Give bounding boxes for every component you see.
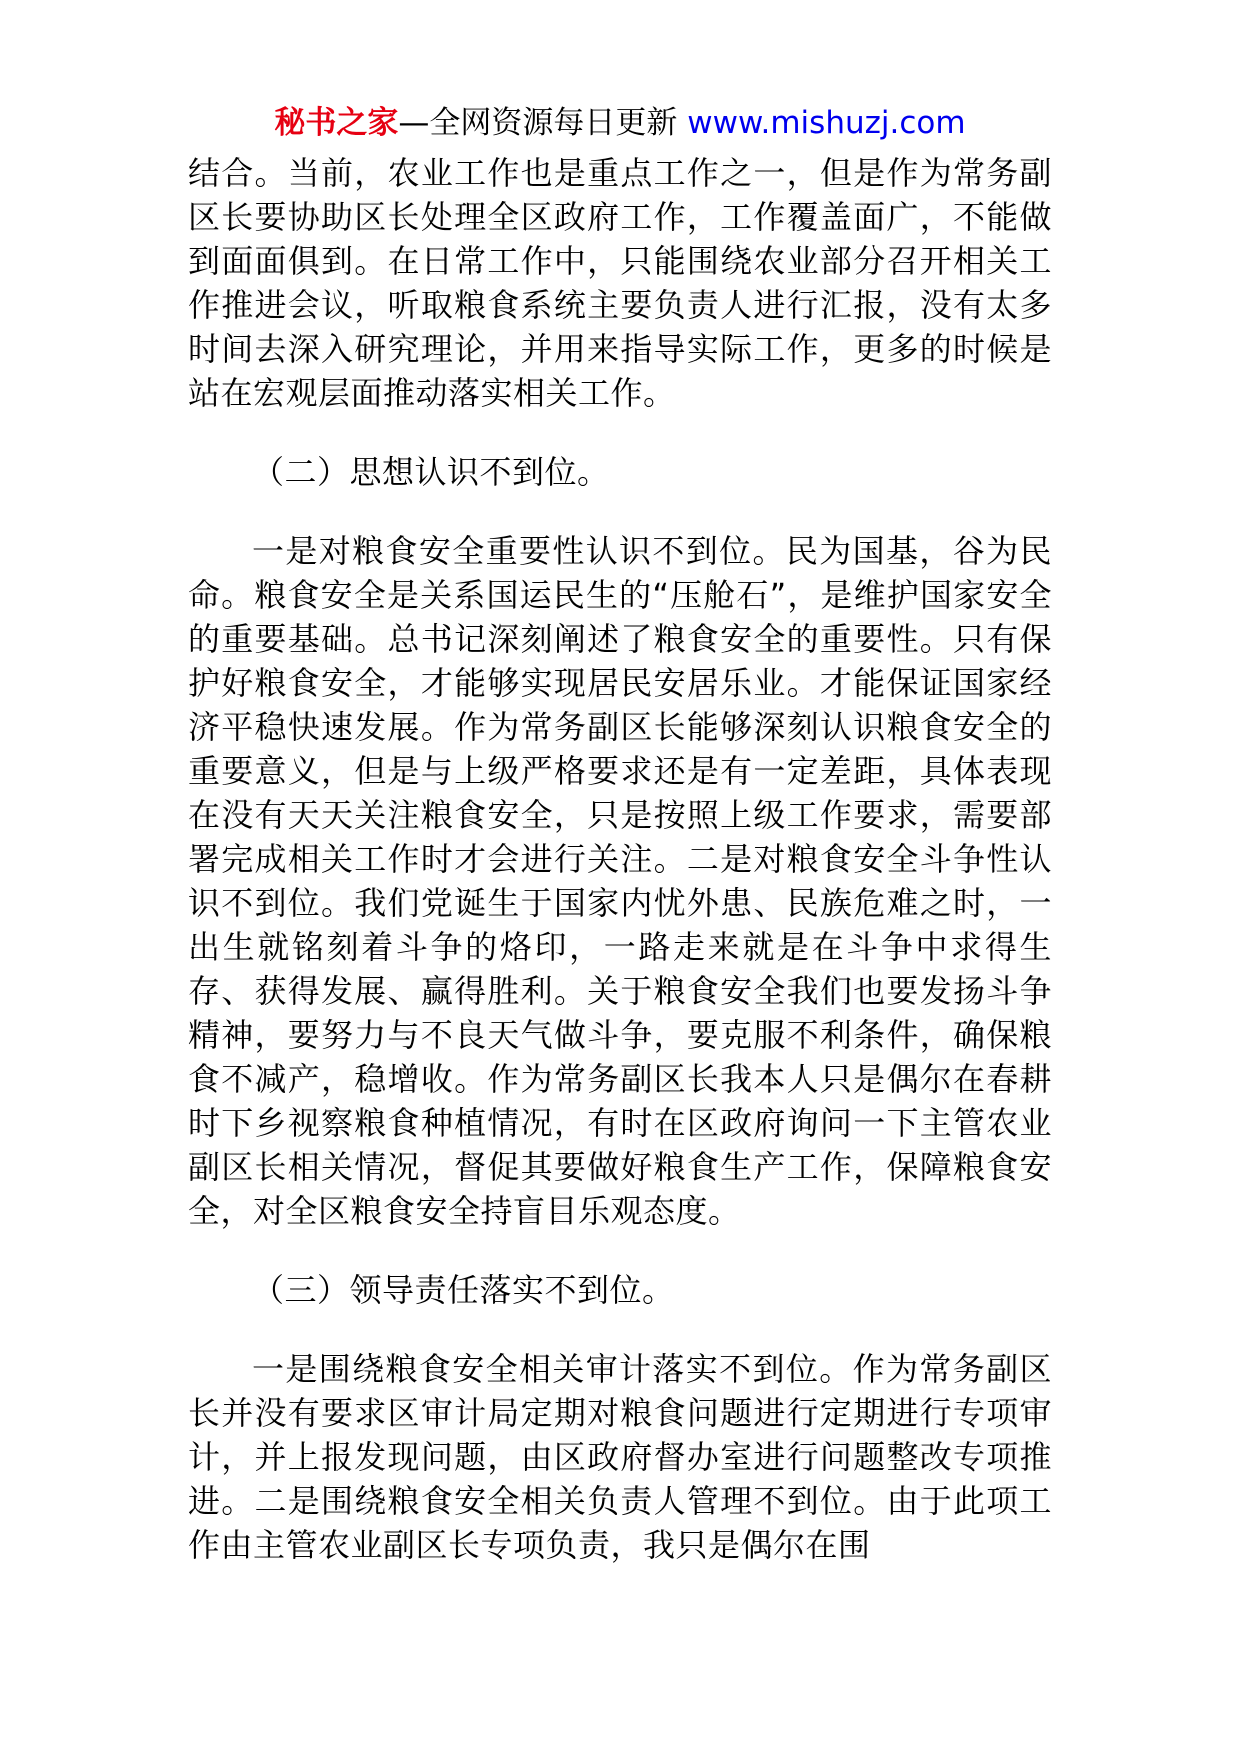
section-heading-2: （二）思想认识不到位。	[252, 453, 610, 491]
website-link[interactable]: www.mishuzj.com	[687, 105, 966, 141]
document-body	[188, 151, 1052, 1567]
header-tagline: —全网资源每日更新	[398, 105, 688, 141]
paragraph-leadership-responsibility: 一是围绕粮食安全相关审计落实不到位。作为常务副区长并没有要求区审计局定期对粮食问题进行定期进行专项审计，并上报发现问题，由区政府督办室进行问题整改专项推进。二是围绕粮食安全相关负责人管理不到位。由于此项工作由主管农业副区长专项负责，我只是偶尔在围	[188, 1350, 1052, 1564]
paragraph-continuation: 结合。当前，农业工作也是重点工作之一，但是作为常务副区长要协助区长处理全区政府工作，工作覆盖面广，不能做到面面俱到。在日常工作中，只能围绕农业部分召开相关工作推进会议，听取粮食系统主要负责人进行汇报，没有太多时间去深入研究理论，并用来指导实际工作，更多的时候是站在宏观层面推动落实相关工作。	[188, 154, 1052, 412]
paragraph-ideological-awareness: 一是对粮食安全重要性认识不到位。民为国基，谷为民命。粮食安全是关系国运民生的“压舱石”，是维护国家安全的重要基础。总书记深刻阐述了粮食安全的重要性。只有保护好粮食安全，才能够实现居民安居乐业。才能保证国家经济平稳快速发展。作为常务副区长能够深刻认识粮食安全的重要意义，但是与上级严格要求还是有一定差距，具体表现在没有天天关注粮食安全，只是按照上级工作要求，需要部署完成相关工作时才会进行关注。二是对粮食安全斗争性认识不到位。我们党诞生于国家内忧外患、民族危难之时，一出生就铭刻着斗争的烙印，一路走来就是在斗争中求得生存、获得发展、赢得胜利。关于粮食安全我们也要发扬斗争精神，要努力与不良天气做斗争，要克服不利条件，确保粮食不减产，稳增收。作为常务副区长我本人只是偶尔在春耕时下乡视察粮食种植情况，有时在区政府询问一下主管农业副区长相关情况，督促其要做好粮食生产工作，保障粮食安全，对全区粮食安全持盲目乐观态度。	[188, 532, 1052, 1230]
brand-name: 秘书之家	[274, 105, 399, 141]
section-heading-3: （三）领导责任落实不到位。	[252, 1271, 675, 1309]
page-header	[0, 100, 1240, 146]
